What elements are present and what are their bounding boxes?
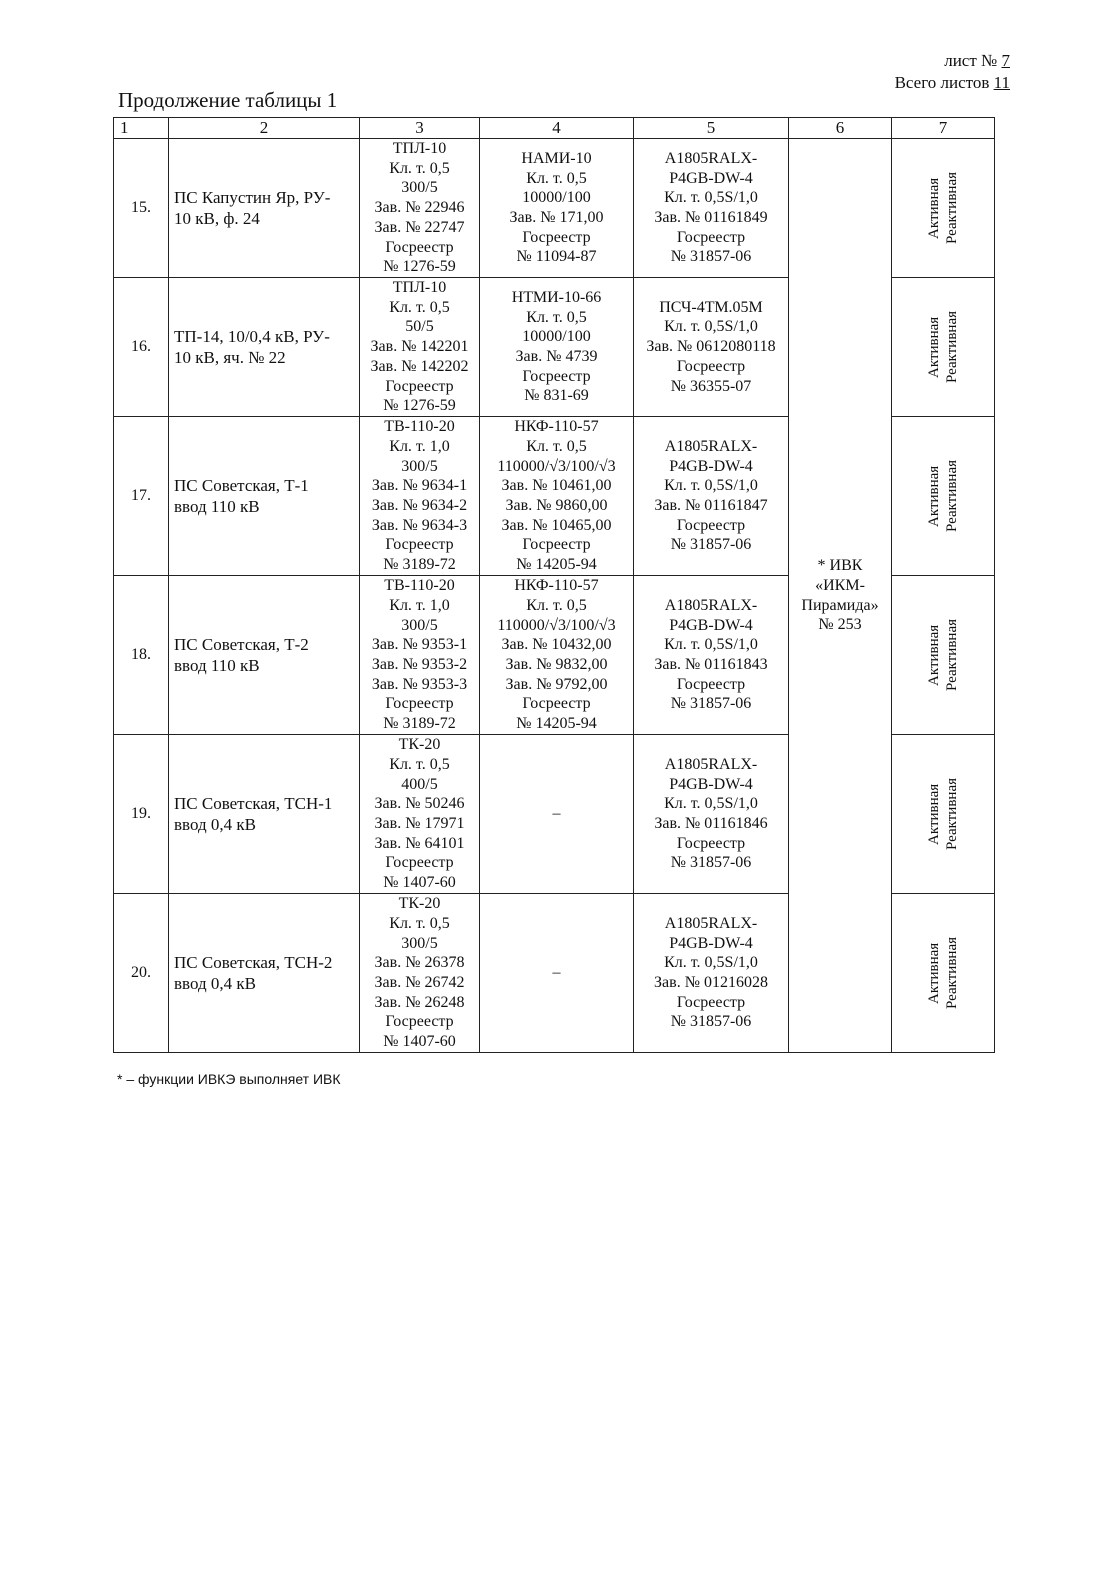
connection-name-cell	[169, 576, 360, 735]
voltage-transformer-line: Госреестр	[522, 228, 591, 246]
connection-name-line: ПС Советская, ТСН-1	[174, 794, 333, 813]
meter-line: А1805RALX-	[664, 755, 758, 773]
current-transformer-line: ТПЛ-10	[392, 279, 447, 297]
connection-name-line: ПС Капустин Яр, РУ-	[174, 188, 331, 207]
voltage-transformer-cell	[480, 894, 634, 1053]
current-transformer-line: Зав. № 26742	[374, 974, 465, 991]
column-header: 5	[634, 118, 789, 139]
connection-name-line: 10 кВ, яч. № 22	[174, 348, 286, 367]
current-transformer-line: № 1407-60	[383, 874, 456, 892]
voltage-transformer-line: 10000/100	[522, 189, 591, 207]
meter-line: P4GB-DW-4	[669, 616, 753, 634]
voltage-transformer-cell	[480, 576, 634, 735]
voltage-transformer-line: Кл. т. 0,5	[526, 596, 587, 614]
meter-line: P4GB-DW-4	[669, 457, 753, 475]
voltage-transformer-cell	[480, 735, 634, 894]
sheet-total: 11	[993, 73, 1010, 92]
voltage-transformer-line: № 14205-94	[516, 556, 597, 574]
energy-type-line: Реактивная	[944, 460, 960, 532]
voltage-transformer-line: № 11094-87	[516, 248, 597, 266]
energy-type-line: Активная	[926, 465, 942, 527]
meter-line: Госреестр	[676, 357, 746, 375]
column-header: 3	[360, 118, 480, 139]
current-transformer-line: 300/5	[401, 934, 438, 952]
current-transformer-line: 300/5	[401, 457, 438, 475]
meter-line: P4GB-DW-4	[669, 775, 753, 793]
current-transformer-line: 400/5	[401, 775, 438, 793]
ivk-line: «ИКМ-	[815, 576, 865, 594]
current-transformer-line: № 1407-60	[383, 1033, 456, 1051]
energy-type-vertical	[925, 460, 961, 532]
row-number: 16.	[114, 278, 169, 417]
meter-line: Зав. № 01161849	[654, 209, 768, 226]
current-transformer-line: Зав. № 9634-2	[371, 497, 468, 514]
meter-line: А1805RALX-	[664, 914, 758, 932]
current-transformer-line: Зав. № 26378	[374, 954, 465, 972]
connection-name-cell	[169, 139, 360, 278]
current-transformer-line: Госреестр	[385, 854, 454, 872]
connection-name-line: ввод 0,4 кВ	[174, 974, 256, 993]
column-header: 4	[480, 118, 634, 139]
voltage-transformer-cell	[480, 139, 634, 278]
current-transformer-cell	[360, 139, 480, 278]
meter-cell	[634, 417, 789, 576]
current-transformer-cell	[360, 894, 480, 1053]
current-transformer-line: Кл. т. 0,5	[389, 914, 450, 932]
current-transformer-line: Госреестр	[385, 1013, 454, 1031]
connection-name-line: ПС Советская, ТСН-2	[174, 953, 333, 972]
energy-type-line: Реактивная	[944, 311, 960, 383]
connection-name-line: ввод 0,4 кВ	[174, 815, 256, 834]
energy-type-line: Активная	[926, 942, 942, 1004]
meter-line: Зав. № 01161846	[654, 815, 768, 832]
meter-line: P4GB-DW-4	[669, 934, 753, 952]
meter-line: ПСЧ-4ТМ.05М	[659, 298, 763, 316]
current-transformer-line: ТПЛ-10	[392, 140, 447, 158]
voltage-transformer-line: НКФ-110-57	[514, 577, 599, 595]
row-number: 18.	[114, 576, 169, 735]
voltage-transformer-line: –	[552, 805, 561, 823]
energy-type-line: Активная	[926, 177, 942, 239]
meter-line: Зав. № 01161847	[654, 497, 768, 514]
connection-name-line: ПС Советская, Т-1	[174, 476, 309, 495]
sheet-label: лист №	[944, 51, 1002, 70]
equipment-table	[113, 117, 995, 1053]
column-header: 2	[169, 118, 360, 139]
ivk-line: * ИВК	[817, 557, 863, 575]
current-transformer-line: Зав. № 22946	[374, 199, 465, 217]
voltage-transformer-line: Госреестр	[522, 695, 591, 713]
header-row	[114, 118, 995, 139]
voltage-transformer-line: 110000/√3/100/√3	[497, 616, 616, 634]
current-transformer-line: Зав. № 64101	[374, 834, 465, 852]
current-transformer-line: Зав. № 9634-1	[371, 477, 468, 495]
current-transformer-line: Госреестр	[385, 695, 454, 713]
sheet-total-line	[895, 72, 1010, 94]
column-header: 7	[892, 118, 995, 139]
column-header: 6	[789, 118, 892, 139]
meter-line: Госреестр	[676, 675, 746, 693]
current-transformer-line: Кл. т. 0,5	[389, 755, 450, 773]
current-transformer-line: Зав. № 9634-3	[371, 516, 468, 534]
connection-name-line: ввод 110 кВ	[174, 656, 260, 675]
meter-line: Зав. № 01161843	[654, 656, 768, 673]
current-transformer-line: Зав. № 142202	[370, 357, 469, 375]
voltage-transformer-line: Зав. № 9792,00	[505, 675, 608, 693]
connection-name-cell	[169, 278, 360, 417]
meter-line: А1805RALX-	[664, 437, 758, 455]
meter-cell	[634, 278, 789, 417]
energy-type-vertical	[925, 311, 961, 383]
voltage-transformer-line: Зав. № 10461,00	[501, 477, 612, 495]
current-transformer-line: 300/5	[401, 179, 438, 197]
current-transformer-line: Госреестр	[385, 377, 454, 395]
energy-type-cell	[892, 417, 995, 576]
ivk-cell	[789, 139, 892, 1053]
current-transformer-line: Зав. № 26248	[374, 993, 465, 1011]
current-transformer-cell	[360, 735, 480, 894]
connection-name-cell	[169, 417, 360, 576]
voltage-transformer-line: Зав. № 9832,00	[505, 656, 608, 673]
column-header: 1	[114, 118, 169, 139]
energy-type-cell	[892, 576, 995, 735]
voltage-transformer-line: Кл. т. 0,5	[526, 169, 587, 187]
voltage-transformer-line: Кл. т. 0,5	[526, 437, 587, 455]
meter-line: Госреестр	[676, 834, 746, 852]
current-transformer-line: № 3189-72	[383, 556, 456, 574]
voltage-transformer-line: 10000/100	[522, 328, 591, 346]
current-transformer-line: Кл. т. 0,5	[389, 159, 450, 177]
energy-type-cell	[892, 278, 995, 417]
meter-line: Кл. т. 0,5S/1,0	[664, 795, 758, 813]
row-number: 20.	[114, 894, 169, 1053]
meter-line: Кл. т. 0,5S/1,0	[664, 954, 758, 972]
sheet-total-label: Всего листов	[894, 73, 994, 92]
meter-line: Кл. т. 0,5S/1,0	[664, 477, 758, 495]
connection-name-line: ТП-14, 10/0,4 кВ, РУ-	[174, 327, 330, 346]
current-transformer-cell	[360, 417, 480, 576]
meter-cell	[634, 139, 789, 278]
connection-name-cell	[169, 735, 360, 894]
voltage-transformer-line: Зав. № 10432,00	[501, 636, 612, 654]
current-transformer-line: 300/5	[401, 616, 438, 634]
voltage-transformer-line: Госреестр	[522, 367, 591, 385]
meter-line: № 31857-06	[670, 854, 752, 872]
meter-cell	[634, 576, 789, 735]
meter-line: Кл. т. 0,5S/1,0	[664, 189, 758, 207]
connection-name-cell	[169, 894, 360, 1053]
meter-line: А1805RALX-	[664, 149, 758, 167]
meter-line: А1805RALX-	[664, 596, 758, 614]
meter-line: № 31857-06	[670, 248, 752, 266]
energy-type-cell	[892, 139, 995, 278]
current-transformer-line: Зав. № 17971	[374, 815, 465, 832]
energy-type-line: Реактивная	[944, 778, 960, 850]
connection-name-line: ПС Советская, Т-2	[174, 635, 309, 654]
energy-type-cell	[892, 894, 995, 1053]
current-transformer-line: Зав. № 50246	[374, 795, 465, 813]
energy-type-line: Активная	[926, 316, 942, 378]
meter-line: № 31857-06	[670, 695, 752, 713]
ivk-line: Пирамида»	[801, 596, 879, 614]
meter-line: Госреестр	[676, 993, 746, 1011]
current-transformer-line: № 3189-72	[383, 715, 456, 733]
current-transformer-line: Зав. № 142201	[370, 338, 469, 356]
table-body	[114, 118, 995, 1053]
meter-line: № 31857-06	[670, 536, 752, 554]
energy-type-vertical	[925, 937, 961, 1009]
energy-type-vertical	[925, 778, 961, 850]
voltage-transformer-line: 110000/√3/100/√3	[497, 457, 616, 475]
current-transformer-line: Зав. № 22747	[374, 218, 465, 236]
meter-cell	[634, 735, 789, 894]
energy-type-line: Реактивная	[944, 619, 960, 691]
voltage-transformer-line: НКФ-110-57	[514, 418, 599, 436]
energy-type-line: Активная	[926, 624, 942, 686]
voltage-transformer-cell	[480, 278, 634, 417]
current-transformer-line: ТК-20	[398, 736, 441, 754]
voltage-transformer-line: № 831-69	[524, 387, 589, 405]
current-transformer-line: ТК-20	[398, 895, 441, 913]
current-transformer-line: 50/5	[405, 318, 434, 336]
footnote: * – функции ИВКЭ выполняет ИВК	[117, 1071, 341, 1087]
voltage-transformer-line: –	[552, 964, 561, 982]
current-transformer-cell	[360, 278, 480, 417]
current-transformer-line: Зав. № 9353-3	[371, 675, 468, 693]
sheet-number-line	[895, 50, 1010, 72]
current-transformer-line: Кл. т. 1,0	[389, 596, 450, 614]
sheet-number: 7	[1001, 51, 1010, 70]
ivk-line: № 253	[818, 616, 862, 634]
current-transformer-line: Кл. т. 0,5	[389, 298, 450, 316]
meter-cell	[634, 894, 789, 1053]
voltage-transformer-line: Зав. № 171,00	[509, 209, 604, 226]
meter-line: Зав. № 0612080118	[646, 338, 776, 356]
current-transformer-line: № 1276-59	[383, 258, 456, 276]
energy-type-vertical	[925, 172, 961, 244]
meter-line: Госреестр	[676, 516, 746, 534]
energy-type-line: Реактивная	[944, 937, 960, 1009]
voltage-transformer-line: № 14205-94	[516, 715, 597, 733]
voltage-transformer-cell	[480, 417, 634, 576]
meter-line: Зав. № 01216028	[654, 974, 768, 991]
energy-type-line: Активная	[926, 783, 942, 845]
meter-line: P4GB-DW-4	[669, 169, 753, 187]
energy-type-cell	[892, 735, 995, 894]
current-transformer-line: Зав. № 9353-1	[371, 636, 468, 654]
voltage-transformer-line: Зав. № 10465,00	[501, 516, 612, 534]
table-row	[114, 139, 995, 278]
current-transformer-line: Госреестр	[385, 238, 454, 256]
energy-type-vertical	[925, 619, 961, 691]
voltage-transformer-line: Кл. т. 0,5	[526, 308, 587, 326]
connection-name-line: ввод 110 кВ	[174, 497, 260, 516]
meter-line: Кл. т. 0,5S/1,0	[664, 318, 758, 336]
voltage-transformer-line: НТМИ-10-66	[511, 288, 602, 306]
voltage-transformer-line: Зав. № 9860,00	[505, 497, 608, 514]
voltage-transformer-line: Госреестр	[522, 536, 591, 554]
current-transformer-line: № 1276-59	[383, 397, 456, 415]
connection-name-line: 10 кВ, ф. 24	[174, 209, 260, 228]
current-transformer-cell	[360, 576, 480, 735]
current-transformer-line: ТВ-110-20	[384, 577, 455, 595]
sheet-info	[895, 50, 1010, 94]
current-transformer-line: Кл. т. 1,0	[389, 437, 450, 455]
current-transformer-line: Зав. № 9353-2	[371, 656, 468, 673]
meter-line: Госреестр	[676, 228, 746, 246]
voltage-transformer-line: НАМИ-10	[521, 149, 592, 167]
table-caption: Продолжение таблицы 1	[118, 88, 338, 112]
meter-line: Кл. т. 0,5S/1,0	[664, 636, 758, 654]
current-transformer-line: ТВ-110-20	[384, 418, 455, 436]
row-number: 19.	[114, 735, 169, 894]
meter-line: № 31857-06	[670, 1013, 752, 1031]
row-number: 17.	[114, 417, 169, 576]
meter-line: № 36355-07	[670, 377, 752, 395]
energy-type-line: Реактивная	[944, 172, 960, 244]
current-transformer-line: Госреестр	[385, 536, 454, 554]
row-number: 15.	[114, 139, 169, 278]
voltage-transformer-line: Зав. № 4739	[515, 348, 598, 365]
